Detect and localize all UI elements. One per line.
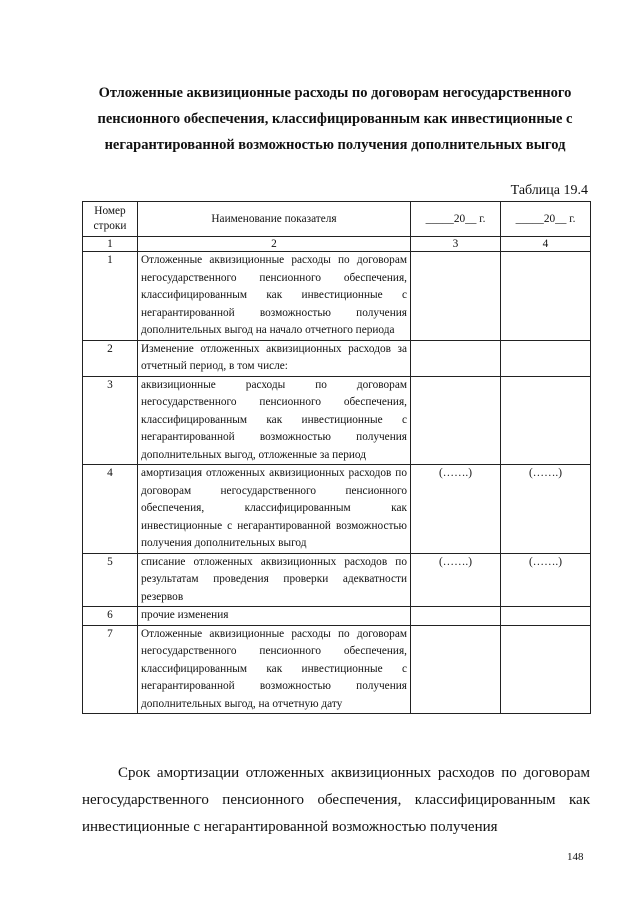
paragraph-text: Срок амортизации отложенных аквизиционных расходов по договорам негосударственного пенсионного обеспечения, классифицированным как инвестиционные с негарантированной возможностью получения xyxy=(82,765,590,835)
table-row xyxy=(83,340,591,376)
row-value-1 xyxy=(411,625,501,714)
header-period-1: _____20__ г. xyxy=(411,202,501,237)
row-description: аквизиционные расходы по договорам негосударственного пенсионного обеспечения, классифицированным как инвестиционные с негарантированной возможностью получения дополнительных выгод, отложенные за период xyxy=(138,376,411,465)
table-caption: Таблица 19.4 xyxy=(510,183,588,198)
row-number: 1 xyxy=(83,252,138,341)
row-value-2: (…….) xyxy=(501,465,591,554)
column-number: 4 xyxy=(501,237,591,252)
row-value-1 xyxy=(411,340,501,376)
page-number: 148 xyxy=(567,851,584,863)
row-value-2 xyxy=(501,252,591,341)
row-description: Изменение отложенных аквизиционных расходов за отчетный период, в том числе: xyxy=(138,340,411,376)
row-value-1 xyxy=(411,607,501,626)
row-value-1: (…….) xyxy=(411,553,501,607)
row-value-2 xyxy=(501,376,591,465)
row-number: 4 xyxy=(83,465,138,554)
column-number: 3 xyxy=(411,237,501,252)
row-value-2 xyxy=(501,625,591,714)
row-description: амортизация отложенных аквизиционных расходов по договорам негосударственного пенсионного обеспечения, классифицированным как инвестиционные с негарантированной возможностью получения дополнительных выгод xyxy=(138,465,411,554)
row-description: списание отложенных аквизиционных расходов по результатам проведения проверки адекватности резервов xyxy=(138,553,411,607)
table-row xyxy=(83,625,591,714)
row-description: Отложенные аквизиционные расходы по договорам негосударственного пенсионного обеспечения, классифицированным как инвестиционные с негарантированной возможностью получения дополнительных выгод, на отчетную дату xyxy=(138,625,411,714)
row-value-1 xyxy=(411,376,501,465)
page-title: Отложенные аквизиционные расходы по договорам негосударственного пенсионного обеспечения, классифицированным как инвестиционные с негарантированной возможностью получения дополнительных выгод xyxy=(97,85,573,153)
row-number: 5 xyxy=(83,553,138,607)
header-indicator: Наименование показателя xyxy=(138,202,411,237)
table-row xyxy=(83,376,591,465)
row-number: 7 xyxy=(83,625,138,714)
table-header-row xyxy=(83,202,591,237)
row-value-2 xyxy=(501,340,591,376)
row-value-2: (…….) xyxy=(501,553,591,607)
table-row xyxy=(83,607,591,626)
column-number: 2 xyxy=(138,237,411,252)
column-number: 1 xyxy=(83,237,138,252)
row-description: прочие изменения xyxy=(138,607,411,626)
table-row xyxy=(83,252,591,341)
table-row xyxy=(83,465,591,554)
table-row xyxy=(83,553,591,607)
column-number-row xyxy=(83,237,591,252)
row-value-1 xyxy=(411,252,501,341)
row-value-1: (…….) xyxy=(411,465,501,554)
row-number: 2 xyxy=(83,340,138,376)
header-period-2: _____20__ г. xyxy=(501,202,591,237)
data-table xyxy=(82,201,591,714)
body-paragraph xyxy=(82,760,590,841)
row-value-2 xyxy=(501,607,591,626)
row-description: Отложенные аквизиционные расходы по договорам негосударственного пенсионного обеспечения, классифицированным как инвестиционные с негарантированной возможностью получения дополнительных выгод на начало отчетного периода xyxy=(138,252,411,341)
row-number: 3 xyxy=(83,376,138,465)
row-number: 6 xyxy=(83,607,138,626)
header-row-number: Номер строки xyxy=(83,202,138,237)
